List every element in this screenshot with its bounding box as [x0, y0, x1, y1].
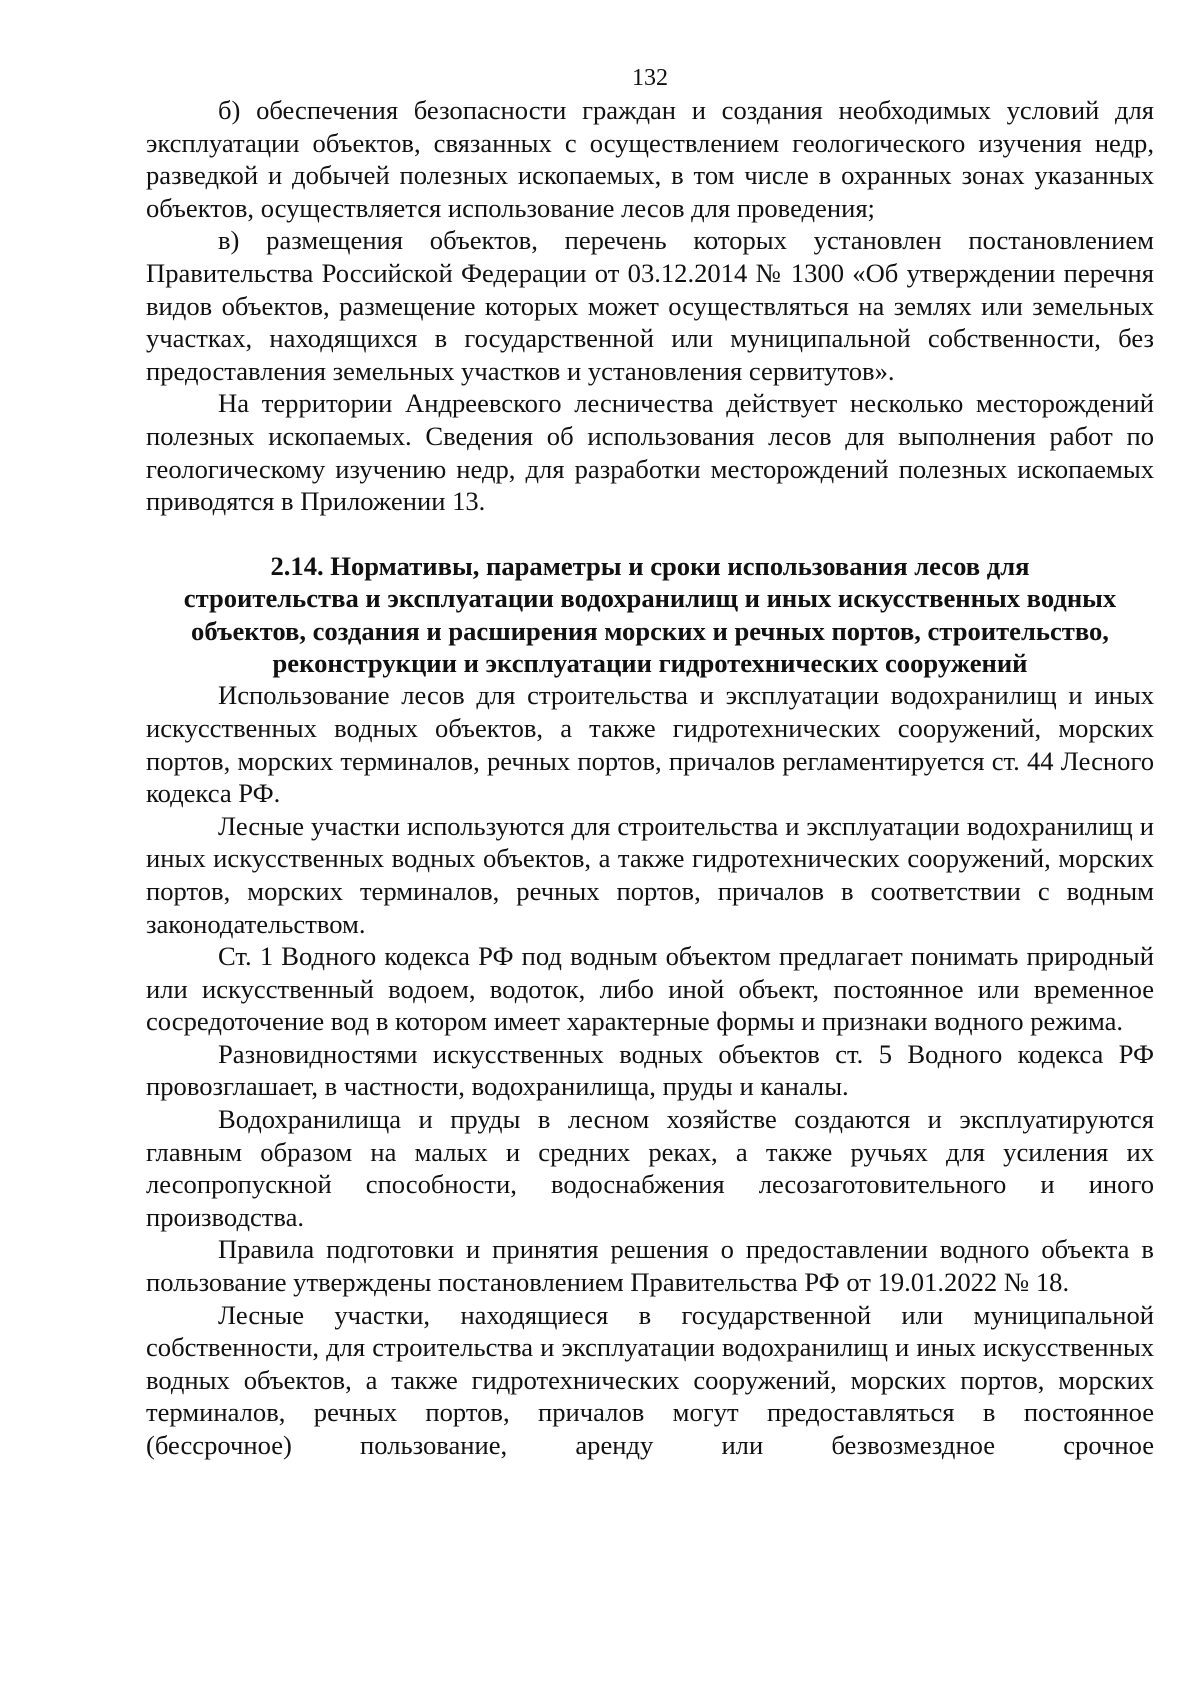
paragraph-andreevsky: На территории Андреевского лесничества действует несколько месторождений полезных ископаемых. Сведения об использования лесов для выполнения работ по геологическому изучению недр, для разработки месторождений полезных ископаемых приводятся в Приложении 13. — [146, 388, 1154, 517]
document-page — [146, 62, 1154, 1462]
section-heading-line: реконструкции и эксплуатации гидротехнических сооружений — [272, 647, 1028, 678]
paragraph-rules: Правила подготовки и принятия решения о предоставлении водного объекта в пользование утверждены постановлением Правительства РФ от 19.01.2022 № 18. — [146, 1234, 1154, 1298]
section-heading-line: строительства и эксплуатации водохранилищ и иных искусственных водных — [183, 583, 1117, 614]
paragraph-water-code-art1: Ст. 1 Водного кодекса РФ под водным объектом предлагает понимать природный или искусственный водоем, водоток, либо иной объект, постоянное или временное сосредоточение вод в котором имеет характерные формы и признаки водного режима. — [146, 941, 1154, 1037]
paragraph-water-code-art5: Разновидностями искусственных водных объектов ст. 5 Водного кодекса РФ провозглашает, в частности, водохранилища, пруды и каналы. — [146, 1038, 1154, 1102]
section-heading-line: 2.14. Нормативы, параметры и сроки использования лесов для — [270, 550, 1030, 581]
paragraph-usage: Использование лесов для строительства и эксплуатации водохранилищ и иных искусственных водных объектов, а также гидротехнических сооружений, морских портов, морских терминалов, речных портов, причалов регламентируется ст. 44 Лесного кодекса РФ. — [146, 680, 1154, 809]
section-heading — [146, 550, 1154, 680]
paragraph-forest-plots: Лесные участки используются для строительства и эксплуатации водохранилищ и иных искусственных водных объектов, а также гидротехнических сооружений, морских портов, морских терминалов, речных портов, причалов в соответствии с водным законодательством. — [146, 810, 1154, 939]
paragraph-forest-plots-ownership: Лесные участки, находящиеся в государственной или муниципальной собственности, для строительства и эксплуатации водохранилищ и иных искусственных водных объектов, а также гидротехнических сооружений, морских портов, морских терминалов, речных портов, причалов могут предоставляться в постоянное (бессрочное) пользование, аренду или безвозмездное срочное — [146, 1299, 1154, 1460]
paragraph-reservoirs: Водохранилища и пруды в лесном хозяйстве создаются и эксплуатируются главным образом на малых и средних реках, а также ручьях для усиления их лесопропускной способности, водоснабжения лесозаготовительного и иного производства. — [146, 1104, 1154, 1232]
section-heading-line: объектов, создания и расширения морских и речных портов, строительство, — [191, 615, 1109, 646]
paragraph-v: в) размещения объектов, перечень которых установлен постановлением Правительства Российской Федерации от 03.12.2014 № 1300 «Об утверждении перечня видов объектов, размещение которых может осуществляться на землях или земельных участках, находящихся в государственной или муниципальной собственности, без предоставления земельных участков и установления сервитутов». — [146, 225, 1154, 386]
page-number: 132 — [632, 65, 668, 91]
paragraph-b: б) обеспечения безопасности граждан и создания необходимых условий для эксплуатации объектов, связанных с осуществлением геологического изучения недр, разведкой и добычей полезных ископаемых, в том числе в охранных зонах указанных объектов, осуществляется использование лесов для проведения; — [146, 95, 1154, 223]
